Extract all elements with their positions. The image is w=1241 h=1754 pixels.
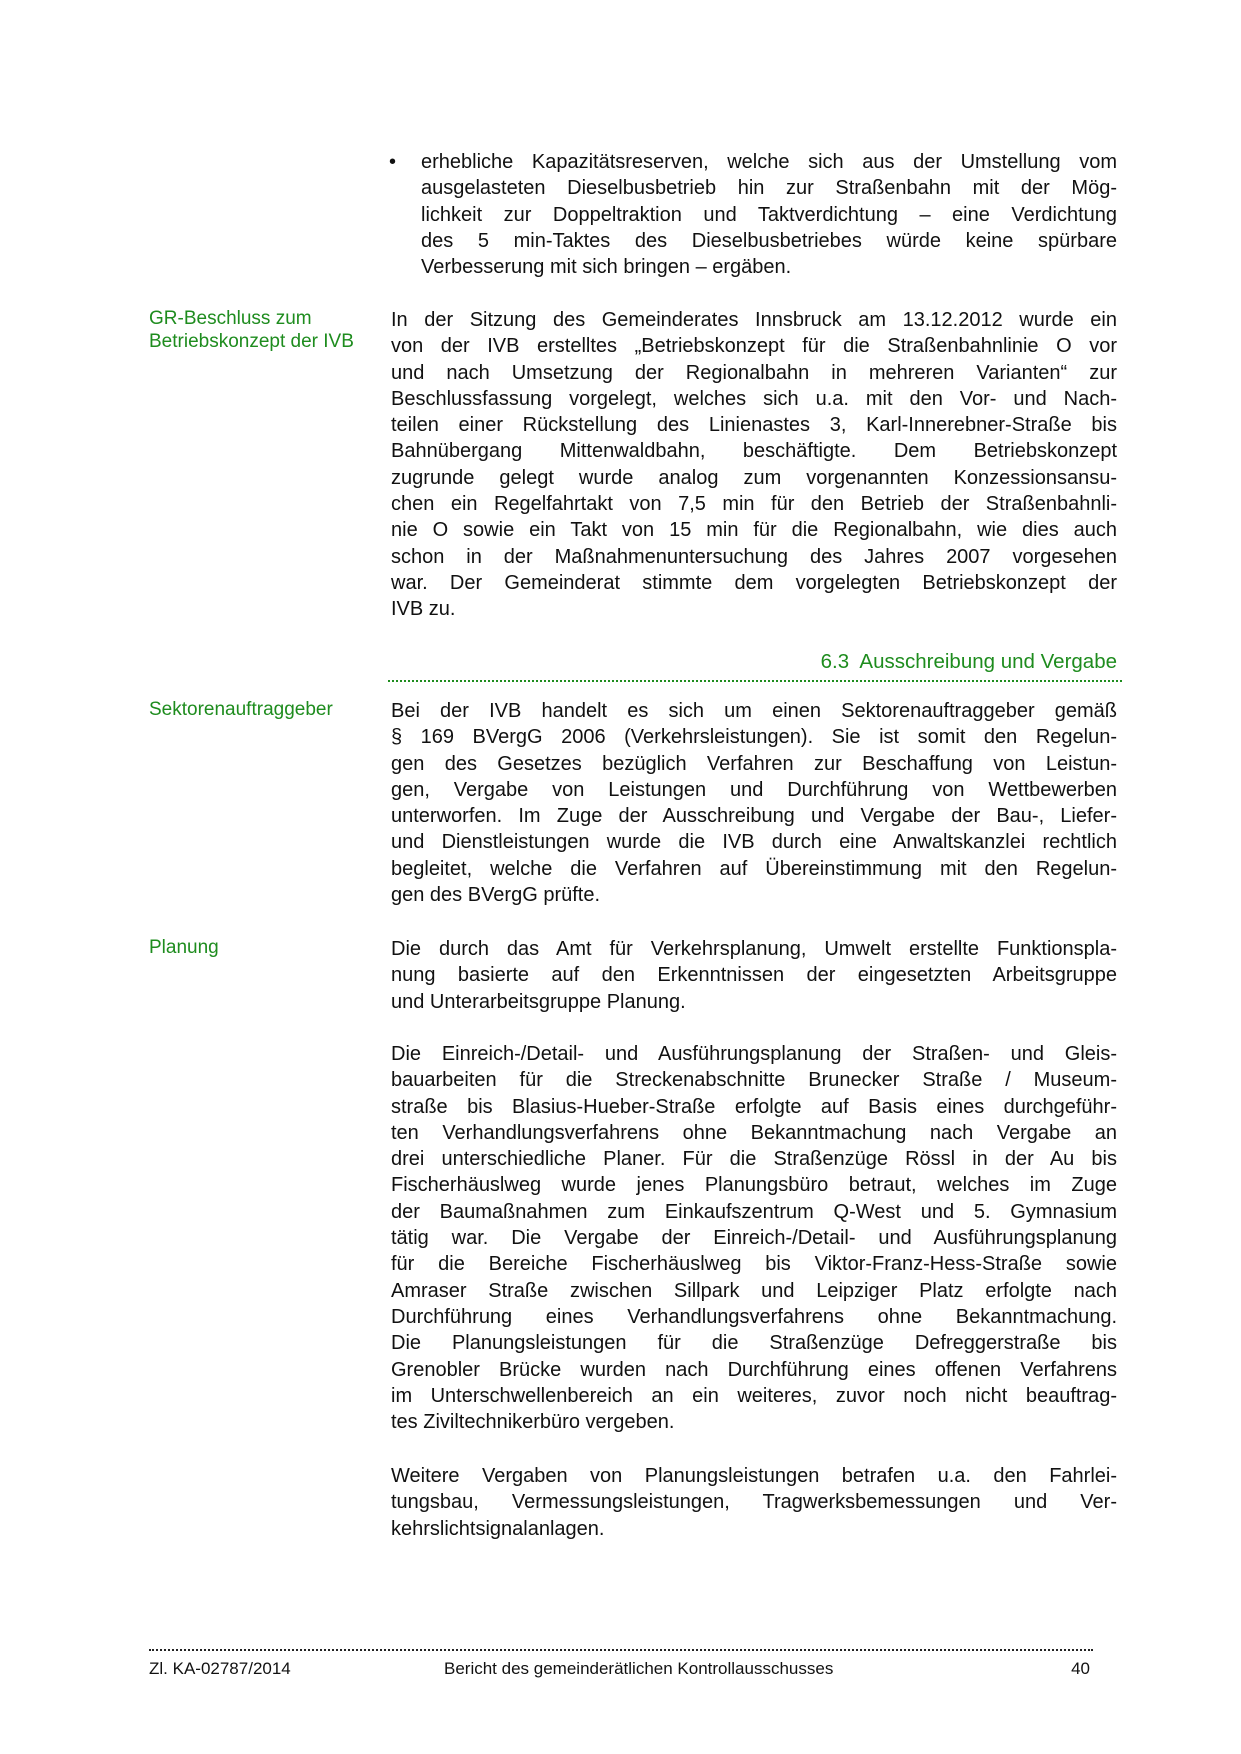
- text-line: begleitet, welche die Verfahren auf Übereinstimmung mit den Regelun-: [391, 857, 1117, 880]
- text-line: erhebliche Kapazitätsreserven, welche sich aus der Umstellung vom: [421, 151, 1117, 173]
- text-line: ausgelasteten Dieselbusbetrieb hin zur Straßenbahn mit der Mög-: [421, 177, 1117, 200]
- text-line: Die Einreich-/Detail- und Ausführungsplanung der Straßen- und Gleis-: [391, 1043, 1117, 1065]
- paragraph-einreichplanung: [391, 1041, 1117, 1435]
- margin-note-sektoren: [149, 698, 333, 721]
- text-line: zugrunde gelegt wurde analog zum vorgenannten Konzessionsansu-: [391, 466, 1117, 489]
- margin-note-line: GR-Beschluss zum: [149, 308, 312, 329]
- text-line: unterworfen. Im Zuge der Ausschreibung und Vergabe der Bau-, Liefer-: [391, 805, 1117, 828]
- heading-divider: [388, 680, 1122, 682]
- text-line: lichkeit zur Doppeltraktion und Taktverdichtung – eine Verdichtung: [421, 203, 1117, 226]
- text-line: Durchführung eines Verhandlungsverfahrens ohne Bekanntmachung.: [391, 1305, 1117, 1328]
- paragraph-sektoren: [391, 698, 1117, 908]
- text-line: im Unterschwellenbereich an ein weiteres, zuvor noch nicht beauftrag-: [391, 1384, 1117, 1407]
- footer-reference: Zl. KA-02787/2014: [149, 1659, 291, 1678]
- text-line: IVB zu.: [391, 598, 456, 621]
- bullet-paragraph: [391, 149, 1117, 280]
- text-line: In der Sitzung des Gemeinderates Innsbruck am 13.12.2012 wurde ein: [391, 309, 1117, 331]
- text-line: gen des BVergG prüfte.: [391, 884, 601, 907]
- text-line: Die Planungsleistungen für die Straßenzüge Defreggerstraße bis: [391, 1332, 1117, 1355]
- text-line: § 169 BVergG 2006 (Verkehrsleistungen). Sie ist somit den Regelun-: [391, 726, 1117, 749]
- text-line: kehrslichtsignalanlagen.: [391, 1517, 605, 1540]
- text-line: Grenobler Brücke wurden nach Durchführung eines offenen Verfahrens: [391, 1358, 1117, 1381]
- text-line: der Baumaßnahmen zum Einkaufszentrum Q-West und 5. Gymnasium: [391, 1200, 1117, 1223]
- text-line: teilen einer Rückstellung des Linienastes 3, Karl-Innerebner-Straße bis: [391, 414, 1117, 437]
- bullet-text: [421, 149, 1117, 280]
- text-line: chen ein Regelfahrtakt von 7,5 min für den Betrieb der Straßenbahnli-: [391, 493, 1117, 516]
- text-line: Verbesserung mit sich bringen – ergäben.: [421, 256, 792, 279]
- text-line: und Unterarbeitsgruppe Planung.: [391, 990, 686, 1013]
- paragraph-weitere-vergaben: [391, 1463, 1117, 1542]
- section-heading: 6.3 Ausschreibung und Vergabe: [820, 650, 1117, 673]
- text-line: und Dienstleistungen wurde die IVB durch eine Anwaltskanzlei rechtlich: [391, 831, 1117, 854]
- text-line: Amraser Straße zwischen Sillpark und Leipziger Platz erfolgte nach: [391, 1279, 1117, 1302]
- page-number: 40: [1071, 1659, 1090, 1678]
- text-line: Die durch das Amt für Verkehrsplanung, Umwelt erstellte Funktionspla-: [391, 938, 1117, 960]
- text-line: tes Ziviltechnikerbüro vergeben.: [391, 1411, 675, 1434]
- text-line: drei unterschiedliche Planer. Für die Straßenzüge Rössl in der Au bis: [391, 1148, 1117, 1171]
- text-line: ten Verhandlungsverfahrens ohne Bekanntmachung nach Vergabe an: [391, 1121, 1117, 1144]
- text-line: gen des Gesetzes bezüglich Verfahren zur Beschaffung von Leistun-: [391, 752, 1117, 775]
- text-line: nie O sowie ein Takt von 15 min für die Regionalbahn, wie dies auch: [391, 519, 1117, 542]
- text-line: des 5 min-Taktes des Dieselbusbetriebes würde keine spürbare: [421, 229, 1117, 252]
- text-line: tungsbau, Vermessungsleistungen, Tragwerksbemessungen und Ver-: [391, 1491, 1117, 1514]
- text-line: schon in der Maßnahmenuntersuchung des Jahres 2007 vorgesehen: [391, 545, 1117, 568]
- margin-note-line: Betriebskonzept der IVB: [149, 331, 354, 352]
- text-line: nung basierte auf den Erkenntnissen der eingesetzten Arbeitsgruppe: [391, 964, 1117, 987]
- paragraph-planung: [391, 936, 1117, 1015]
- text-line: Weitere Vergaben von Planungsleistungen betrafen u.a. den Fahrlei-: [391, 1465, 1117, 1487]
- text-line: Bei der IVB handelt es sich um einen Sektorenauftraggeber gemäß: [391, 700, 1117, 722]
- text-line: Beschlussfassung vorgelegt, welches sich u.a. mit den Vor- und Nach-: [391, 387, 1117, 410]
- footer-divider: [149, 1649, 1093, 1651]
- text-line: straße bis Blasius-Hueber-Straße erfolgte auf Basis eines durchgeführ-: [391, 1095, 1117, 1118]
- text-line: gen, Vergabe von Leistungen und Durchführung von Wettbewerben: [391, 778, 1117, 801]
- text-line: Bahnübergang Mittenwaldbahn, beschäftigte. Dem Betriebskonzept: [391, 440, 1117, 463]
- text-line: Fischerhäuslweg wurde jenes Planungsbüro betraut, welches im Zuge: [391, 1174, 1117, 1197]
- text-line: tätig war. Die Vergabe der Einreich-/Detail- und Ausführungsplanung: [391, 1227, 1117, 1250]
- margin-note-planung: [149, 936, 219, 959]
- text-line: für die Bereiche Fischerhäuslweg bis Viktor-Franz-Hess-Straße sowie: [391, 1253, 1117, 1276]
- paragraph-gr-beschluss: [391, 307, 1117, 623]
- text-line: und nach Umsetzung der Regionalbahn in mehreren Varianten“ zur: [391, 361, 1117, 384]
- bullet-icon: •: [389, 151, 397, 173]
- margin-note-line: Planung: [149, 937, 219, 958]
- margin-note-line: Sektorenauftraggeber: [149, 699, 333, 720]
- margin-note-gr-beschluss: [149, 307, 354, 353]
- text-line: bauarbeiten für die Streckenabschnitte Brunecker Straße / Museum-: [391, 1069, 1117, 1092]
- footer-title: Bericht des gemeinderätlichen Kontrollausschusses: [444, 1659, 834, 1678]
- text-line: war. Der Gemeinderat stimmte dem vorgelegten Betriebskonzept der: [391, 571, 1117, 594]
- text-line: von der IVB erstelltes „Betriebskonzept für die Straßenbahnlinie O vor: [391, 335, 1117, 358]
